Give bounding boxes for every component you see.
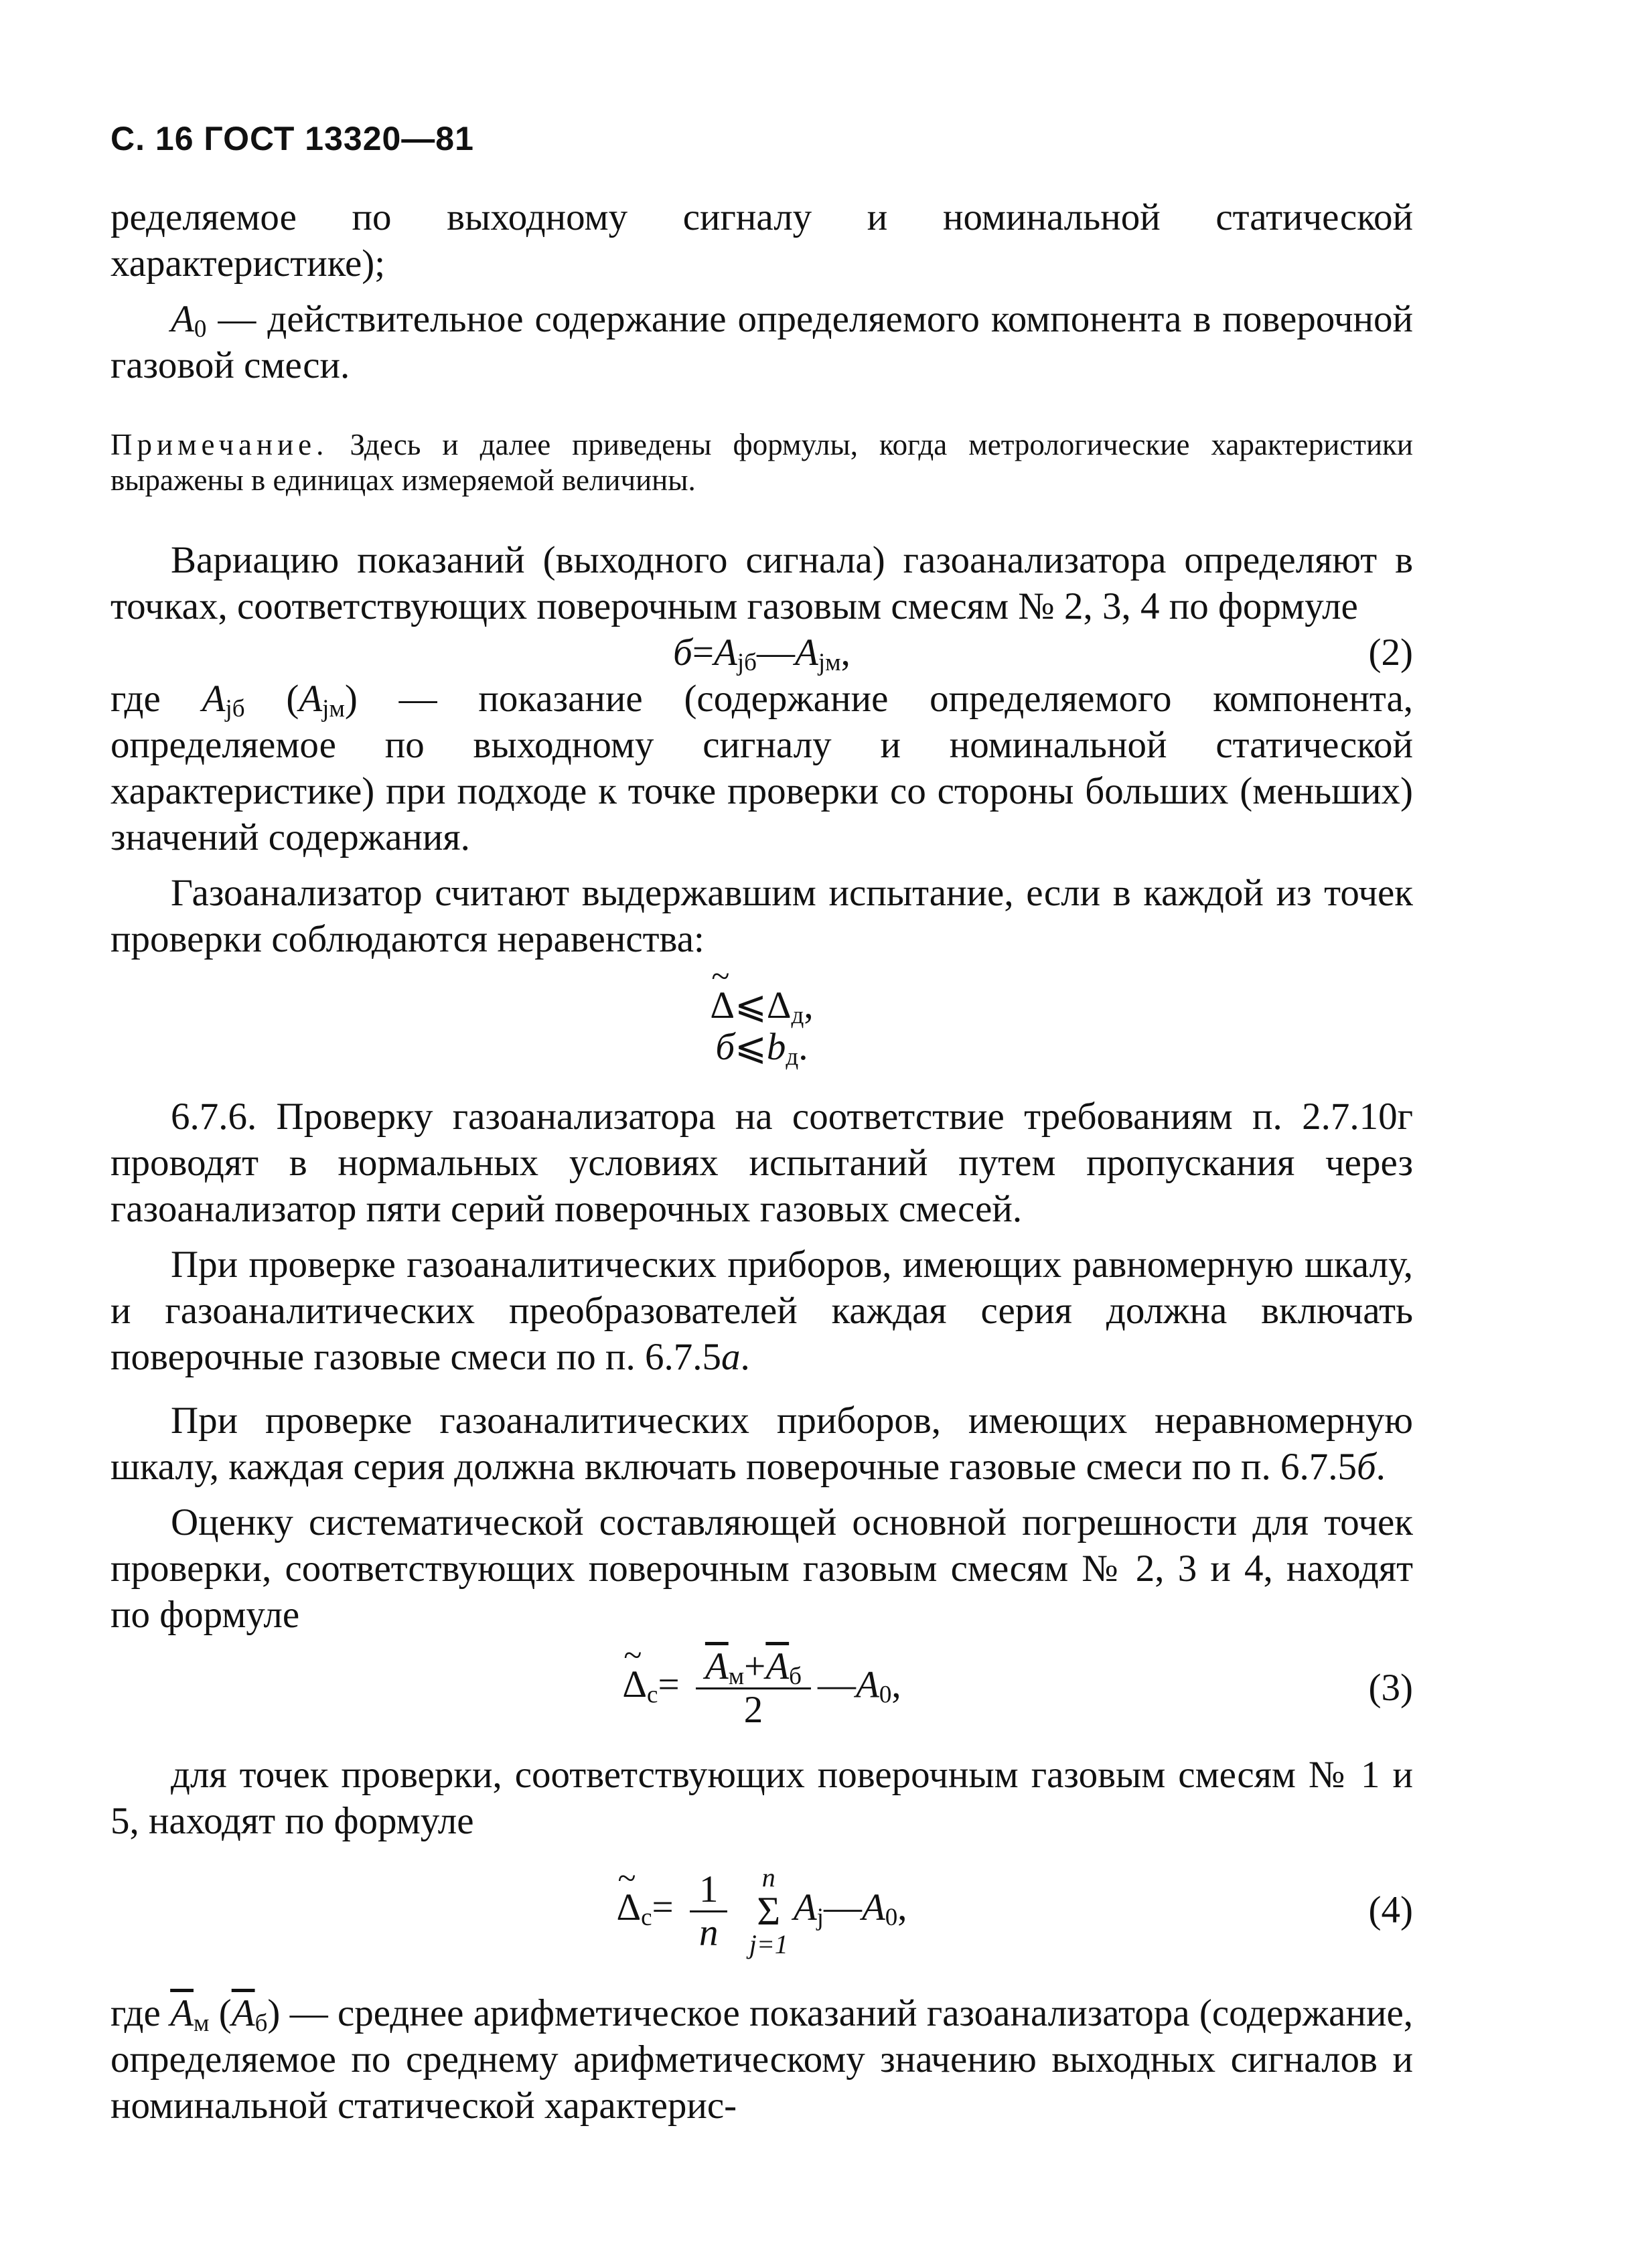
formula-4 xyxy=(110,1844,1413,1978)
paragraph-text: При проверке газоаналитических приборов, имеющих равномерную шкалу, и газоаналитических преобразователей каждая серия должна включать поверочные газовые смеси по п. 6.7.5 xyxy=(110,1243,1413,1378)
subscript: б xyxy=(789,1662,802,1690)
item-letter: а xyxy=(721,1336,741,1378)
subscript: 0 xyxy=(885,1904,898,1932)
subscript: jм xyxy=(818,649,841,677)
paragraph-where-am xyxy=(110,1990,1413,2129)
minus-sign: — xyxy=(823,1886,862,1929)
symbol-a: $\overline{A}$ xyxy=(170,1992,194,2034)
inequalities xyxy=(110,982,1413,1071)
subscript: j xyxy=(816,1904,824,1932)
plus-sign: + xyxy=(744,1645,766,1687)
punctuation: , xyxy=(804,984,814,1027)
where-word: где xyxy=(110,1992,171,2034)
definition-a0 xyxy=(110,296,1413,388)
page-header: С. 16 ГОСТ 13320—81 xyxy=(110,120,474,157)
subscript: jб xyxy=(737,649,757,677)
bracket: ( xyxy=(209,1992,232,2034)
symbol-a: $\overline{A}$ xyxy=(765,1645,790,1687)
symbol-a: A xyxy=(861,1886,885,1929)
symbol-b: б xyxy=(673,631,692,674)
subscript: jм xyxy=(322,695,345,723)
paragraph-nonuniform-scale xyxy=(110,1397,1413,1490)
minus-sign: — xyxy=(818,1663,857,1706)
summation xyxy=(749,1863,788,1959)
paragraph-pass-condition: Газоанализатор считают выдержавшим испытание, если в каждой из точек проверки соблюдаются неравенства: xyxy=(110,872,1413,960)
leq-sign: ⩽ xyxy=(735,984,767,1027)
delta-symbol: ~ Δ xyxy=(710,982,735,1029)
leq-sign: ⩽ xyxy=(735,1026,767,1068)
note-block xyxy=(110,427,1413,498)
comma: , xyxy=(897,1886,907,1929)
sum-upper-limit: n xyxy=(761,1862,775,1892)
paragraph-points-1-5: для точек проверки, соответствующих поверочным газовым смесям № 1 и 5, находят по формуле xyxy=(110,1754,1413,1842)
symbol-a: A xyxy=(714,631,737,674)
paragraph-text: При проверке газоаналитических приборов, имеющих неравномерную шкалу, каждая серия должна включать поверочные газовые смеси по п. 6.7.5 xyxy=(110,1400,1413,1488)
punctuation: . xyxy=(798,1026,808,1068)
fraction xyxy=(690,1869,728,1954)
equals-sign: = xyxy=(652,1886,674,1929)
subscript: jб xyxy=(225,695,245,723)
comma: , xyxy=(840,631,850,674)
formula-number: (4) xyxy=(1368,1889,1413,1931)
subscript: 0 xyxy=(194,315,207,344)
delta-symbol: ~ Δ xyxy=(616,1884,641,1931)
subscript: 0 xyxy=(879,1681,892,1709)
fraction xyxy=(696,1646,811,1731)
equals-sign: = xyxy=(658,1663,680,1706)
symbol-a: $\overline{A}$ xyxy=(705,1645,729,1687)
paragraph-continuation: ределяемое по выходному сигналу и номинальной статической характеристике); xyxy=(110,196,1413,285)
paragraph-uniform-scale xyxy=(110,1241,1413,1380)
symbol-b: б xyxy=(715,1026,735,1068)
paragraph-where-ajb xyxy=(110,676,1413,860)
subscript: б xyxy=(254,2010,268,2038)
bracket: ( xyxy=(244,678,299,720)
punctuation: . xyxy=(1376,1446,1386,1488)
sum-lower-limit: j=1 xyxy=(749,1929,788,1959)
formula-2 xyxy=(110,629,1413,676)
symbol-b: b xyxy=(766,1026,786,1068)
paragraph-systematic-error: Оценку систематической составляющей основной погрешности для точек проверки, соответствующих поверочным газовым смесям № 2, 3 и 4, находят по формуле xyxy=(110,1501,1413,1636)
inequality-1 xyxy=(110,982,1413,1030)
where-text: ) — среднее арифметическое показаний газоанализатора (содержание, определяемое по среднему арифметическому значению выходных сигналов и номинальной статической характерис- xyxy=(110,1992,1414,2127)
fraction-denominator: n xyxy=(698,1911,719,1954)
where-text: ) — показание (содержание определяемого компонента, определяемое по выходному сигналу и номинальной статической характеристике) при подходе к точке проверки со стороны больших (меньших) значений содержания. xyxy=(110,678,1413,858)
sigma-symbol: Σ xyxy=(757,1889,781,1933)
definition-text: — действительное содержание определяемого компонента в поверочной газовой смеси. xyxy=(110,298,1413,386)
subscript: с xyxy=(647,1681,658,1709)
punctuation: . xyxy=(740,1336,750,1378)
symbol-a: A xyxy=(793,1886,817,1929)
symbol-a: A xyxy=(202,678,226,720)
fraction-numerator xyxy=(696,1646,811,1689)
formula-3 xyxy=(110,1638,1413,1738)
inequality-2 xyxy=(110,1024,1413,1071)
paragraph-6-7-6: 6.7.6. Проверку газоанализатора на соответствие требованиям п. 2.7.10г проводят в нормальных условиях испытаний путем пропускания через газоанализатор пяти серий поверочных газовых смесей. xyxy=(110,1095,1413,1230)
where-word: где xyxy=(110,678,202,720)
symbol-a: A xyxy=(856,1663,879,1706)
delta-symbol: ~ Δ xyxy=(622,1661,647,1708)
subscript: д xyxy=(791,1002,804,1030)
symbol-a: $\overline{A}$ xyxy=(231,1992,255,2034)
comma: , xyxy=(891,1663,901,1706)
note-text: Здесь и далее приведены формулы, когда метрологические характеристики выражены в единицах измеряемой величины. xyxy=(110,428,1413,497)
symbol-a: A xyxy=(299,678,323,720)
paragraph-variation: Вариацию показаний (выходного сигнала) газоанализатора определяют в точках, соответствующих поверочным газовым смесям № 2, 3, 4 по формуле xyxy=(110,539,1413,627)
note-label: Примечание. xyxy=(110,428,329,461)
document-body xyxy=(110,194,1413,2129)
fraction-denominator: 2 xyxy=(743,1688,763,1731)
subscript: д xyxy=(786,1043,799,1071)
minus-sign: — xyxy=(756,631,795,674)
subscript: м xyxy=(728,1662,745,1690)
subscript: м xyxy=(193,2010,210,2038)
fraction-numerator: 1 xyxy=(690,1869,728,1912)
formula-number: (3) xyxy=(1368,1667,1413,1709)
symbol-a: A xyxy=(794,631,818,674)
symbol-a: A xyxy=(171,298,194,340)
formula-number: (2) xyxy=(1368,631,1413,674)
item-letter: б xyxy=(1357,1446,1376,1488)
subscript: с xyxy=(641,1904,652,1932)
delta-symbol: Δ xyxy=(766,984,792,1027)
equals-sign: = xyxy=(692,631,714,674)
